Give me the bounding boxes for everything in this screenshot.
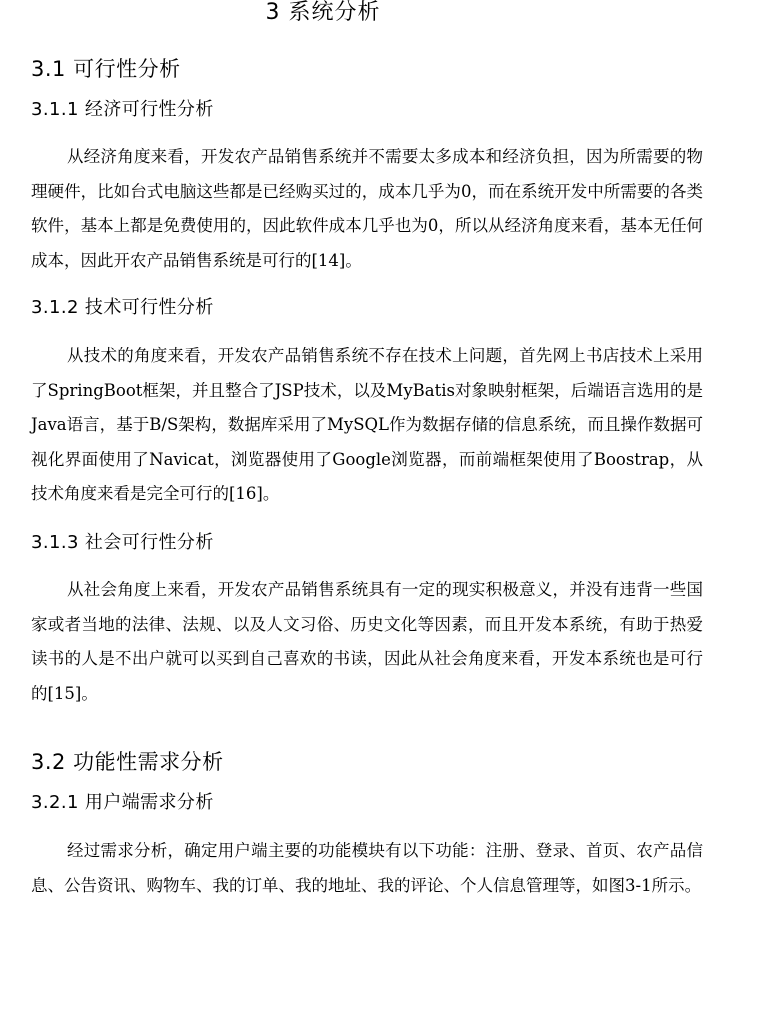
section-heading-3-1: 3.1 可行性分析 [31, 57, 181, 81]
chapter-title: 3 系统分析 [265, 0, 381, 25]
subsection-heading-3-1-2: 3.1.2 技术可行性分析 [31, 297, 214, 318]
subsection-heading-3-1-1: 3.1.1 经济可行性分析 [31, 99, 214, 120]
subsection-heading-3-2-1: 3.2.1 用户端需求分析 [31, 792, 214, 813]
paragraph-user-requirements: 经过需求分析，确定用户端主要的功能模块有以下功能：注册、登录、首页、农产品信息、公告资讯、购物车、我的订单、我的地址、我的评论、个人信息管理等，如图3-1所示。 [31, 841, 703, 895]
paragraph-social-feasibility: 从社会角度上来看，开发农产品销售系统具有一定的现实积极意义，并没有违背一些国家或者当地的法律、法规、以及人文习俗、历史文化等因素，而且开发本系统，有助于热爱读书的人是不出户就可以买到自己喜欢的书读，因此从社会角度来看，开发本系统也是可行的[15]。 [31, 580, 703, 703]
paragraph-economic-feasibility: 从经济角度来看，开发农产品销售系统并不需要太多成本和经济负担，因为所需要的物理硬件，比如台式电脑这些都是已经购买过的，成本几乎为0，而在系统开发中所需要的各类软件，基本上都是免费使用的，因此软件成本几乎也为0，所以从经济角度来看，基本无任何成本，因此开农产品销售系统是可行的[14]。 [31, 147, 703, 270]
paragraph-technical-feasibility: 从技术的角度来看，开发农产品销售系统不存在技术上问题，首先网上书店技术上采用了SpringBoot框架，并且整合了JSP技术，以及MyBatis对象映射框架，后端语言选用的是Java语言，基于B/S架构，数据库采用了MySQL作为数据存储的信息系统，而且操作数据可视化界面使用了Navicat，浏览器使用了Google浏览器，而前端框架使用了Boostrap，从技术角度来看是完全可行的[16]。 [31, 346, 703, 504]
subsection-heading-3-1-3: 3.1.3 社会可行性分析 [31, 532, 214, 553]
section-heading-3-2: 3.2 功能性需求分析 [31, 750, 224, 774]
